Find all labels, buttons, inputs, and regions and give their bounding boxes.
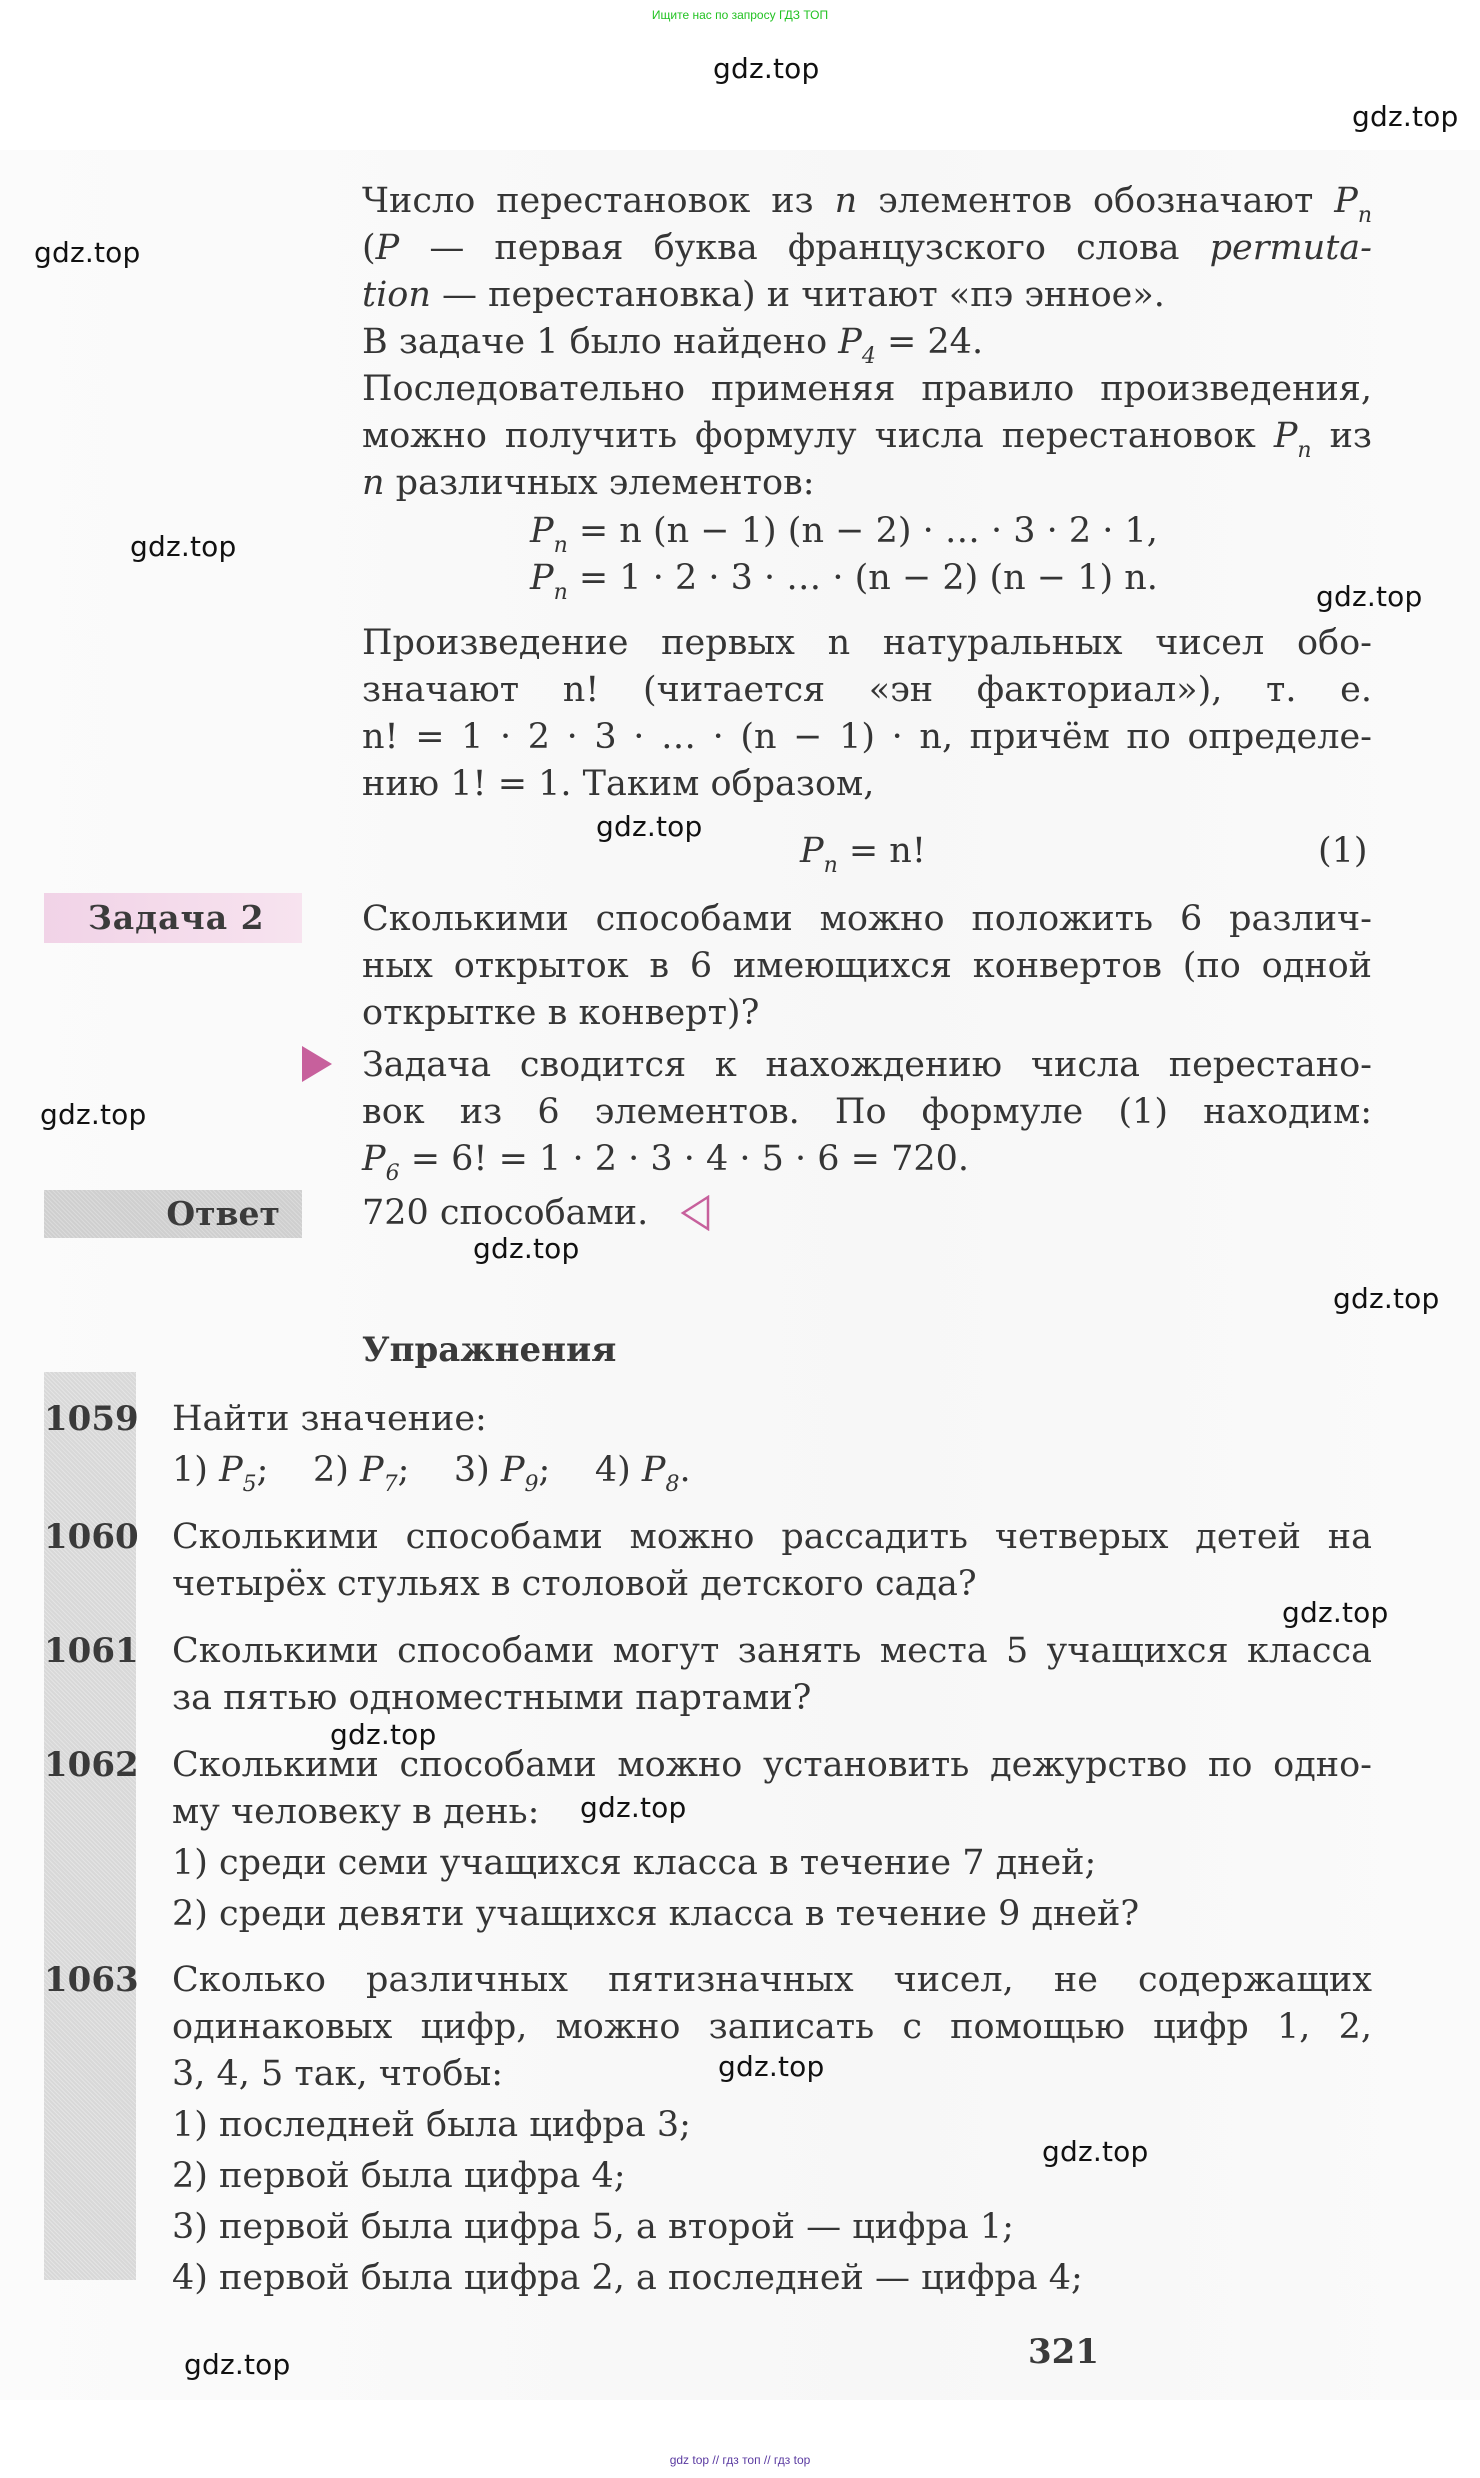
exercise-text: му человеку в день: (172, 1792, 540, 1832)
watermark: gdz.top (1316, 580, 1423, 613)
subscript: 5 (242, 1472, 257, 1497)
theory-line-3 (362, 272, 1372, 318)
subscript: 9 (524, 1472, 539, 1497)
top-banner: Ищите нас по запросу ГДЗ ТОП (651, 8, 829, 22)
text: Число перестановок из (362, 181, 835, 221)
part (594, 1450, 691, 1497)
italic-word: permuta- (1209, 228, 1372, 268)
var-n: n (362, 463, 385, 503)
task-solution-formula (362, 1136, 1372, 1186)
formula-rhs: = 6! = 1 · 2 · 3 · 4 · 5 · 6 = 720. (399, 1139, 970, 1179)
main-formula (800, 828, 926, 878)
theory-line-6 (362, 413, 1372, 463)
symbol-P: P (375, 228, 400, 268)
punct: . (679, 1450, 691, 1490)
exercise-text: Сколькими способами можно рассадить четверых детей на (172, 1517, 1372, 1557)
subscript: n (1297, 438, 1312, 463)
task-question-line-1: Сколькими способами можно положить 6 различ- (362, 899, 1372, 939)
theory-line-4 (362, 319, 1372, 369)
theory-line-1 (362, 178, 1373, 228)
subscript: 8 (665, 1472, 680, 1497)
task-solution-line-2: вок из 6 элементов. По формуле (1) находим: (362, 1092, 1372, 1132)
watermark: gdz.top (184, 2348, 291, 2381)
subscript: n (553, 580, 568, 605)
theory-line-5 (362, 366, 1372, 412)
watermark: gdz.top (40, 1098, 147, 1131)
factorial-line-3: n! = 1 · 2 · 3 · … · (n − 1) · n, причём по определе- (362, 717, 1372, 757)
part (312, 1450, 410, 1497)
text: — перестановка) и читают «пэ энное». (430, 275, 1165, 315)
text: различных элементов: (384, 463, 815, 503)
italic-word: tion (362, 275, 431, 315)
exercise-number: 1059 (44, 1399, 139, 1439)
exercise-text: Сколькими способами могут занять места 5 учащихся класса (172, 1631, 1372, 1671)
exercise-subitem: 2) первой была цифра 4; (172, 2156, 626, 2196)
symbol-P: P (641, 1450, 666, 1490)
watermark: gdz.top (713, 52, 820, 85)
exercise-number-strip (44, 1372, 136, 2280)
exercise-text: Сколькими способами можно установить дежурство по одно- (172, 1745, 1372, 1785)
part (172, 1450, 269, 1497)
subscript: 6 (385, 1161, 400, 1186)
symbol-P: P (219, 1450, 243, 1490)
watermark: gdz.top (473, 1232, 580, 1265)
exercise-text: 3, 4, 5 так, чтобы: (172, 2054, 504, 2094)
punct: ; (538, 1450, 551, 1490)
task-solution-line-1: Задача сводится к нахождению числа перестано- (362, 1045, 1372, 1085)
exercise-number: 1061 (44, 1631, 139, 1671)
watermark: gdz.top (1333, 1282, 1440, 1315)
exercise-subitem: 1) последней была цифра 3; (172, 2105, 691, 2145)
subscript: 7 (383, 1472, 398, 1497)
exercise-text: четырёх стульях в столовой детского сада? (172, 1564, 977, 1604)
text: ( (362, 228, 376, 268)
symbol-P: P (800, 831, 824, 871)
watermark: gdz.top (596, 810, 703, 843)
part-number: 2) (312, 1450, 360, 1490)
formula-descending (530, 508, 1158, 558)
factorial-line-2: значают n! (читается «эн факториал»), т. е. (362, 670, 1372, 710)
theory-line-2 (362, 225, 1372, 271)
symbol-P: P (360, 1450, 384, 1490)
watermark: gdz.top (1282, 1596, 1389, 1629)
watermark: gdz.top (34, 236, 141, 269)
text: = 24. (875, 322, 984, 362)
symbol-P: P (530, 558, 554, 598)
punct: ; (397, 1450, 410, 1490)
subscript: n (823, 853, 838, 878)
text: В задаче 1 было найдено (362, 322, 839, 362)
part-number: 4) (594, 1450, 642, 1490)
subscript: n (1357, 203, 1373, 228)
watermark: gdz.top (1352, 100, 1459, 133)
text: Последовательно применяя правило произведения, (362, 369, 1372, 409)
watermark: gdz.top (580, 1791, 687, 1824)
watermark: gdz.top (1042, 2135, 1149, 2168)
exercise-subitem: 3) первой была цифра 5, а второй — цифра 1; (172, 2207, 1014, 2247)
exercise-parts (172, 1447, 691, 1497)
exercise-text: Сколько различных пятизначных чисел, не содержащих (172, 1960, 1372, 2000)
task-question-line-3: открытке в конверт)? (362, 993, 760, 1033)
subscript: 4 (861, 344, 876, 369)
text: — первая буква французского слова (399, 228, 1210, 268)
theory-line-7 (362, 460, 1372, 506)
solution-start-arrow-icon (302, 1046, 332, 1082)
exercise-number: 1063 (44, 1960, 139, 2000)
formula-rhs: = 1 · 2 · 3 · … · (n − 2) (n − 1) n. (567, 558, 1158, 598)
factorial-line-1: Произведение первых n натуральных чисел обо- (362, 623, 1372, 663)
exercise-text: за пятью одноместными партами? (172, 1678, 812, 1718)
punct: ; (256, 1450, 269, 1490)
text: можно получить формулу числа перестановок (362, 416, 1274, 456)
watermark: gdz.top (130, 530, 237, 563)
answer-text: 720 способами. (362, 1193, 649, 1233)
text: из (1311, 416, 1372, 456)
symbol-P: P (838, 322, 862, 362)
exercise-subitem: 4) первой была цифра 2, а последней — цифра 4; (172, 2258, 1083, 2298)
formula-ascending (530, 555, 1158, 605)
subscript: n (553, 533, 568, 558)
symbol-P: P (362, 1139, 386, 1179)
part-number: 1) (172, 1450, 220, 1490)
exercise-text: Найти значение: (172, 1399, 487, 1439)
formula-rhs: = n (n − 1) (n − 2) · … · 3 · 2 · 1, (567, 511, 1158, 551)
symbol-P: P (1334, 181, 1358, 221)
symbol-P: P (500, 1450, 525, 1490)
exercise-number: 1062 (44, 1745, 139, 1785)
exercise-subitem: 1) среди семи учащихся класса в течение 7 дней; (172, 1843, 1097, 1883)
exercises-title: Упражнения (362, 1330, 617, 1370)
watermark: gdz.top (330, 1718, 437, 1751)
solution-end-arrow-icon (680, 1195, 710, 1231)
formula-number: (1) (1318, 831, 1368, 871)
answer-label: Ответ (44, 1190, 302, 1238)
formula-rhs: = n! (837, 831, 926, 871)
factorial-line-4: нию 1! = 1. Таким образом, (362, 764, 875, 804)
watermark: gdz.top (718, 2050, 825, 2083)
part-number: 3) (453, 1450, 501, 1490)
task-question-line-2: ных открыток в 6 имеющихся конвертов (по одной (362, 946, 1372, 986)
symbol-P: P (1273, 416, 1298, 456)
exercise-subitem: 2) среди девяти учащихся класса в течение 9 дней? (172, 1894, 1140, 1934)
text: элементов обозначают (857, 181, 1335, 221)
exercise-number: 1060 (44, 1517, 139, 1557)
exercise-text: одинаковых цифр, можно записать с помощью цифр 1, 2, (172, 2007, 1372, 2047)
var-n: n (834, 181, 858, 221)
part (453, 1450, 551, 1497)
symbol-P: P (530, 511, 554, 551)
task-label: Задача 2 (44, 893, 302, 943)
page-number: 321 (1028, 2332, 1099, 2372)
bottom-banner: gdz top // гдз топ // гдз top (669, 2453, 811, 2467)
